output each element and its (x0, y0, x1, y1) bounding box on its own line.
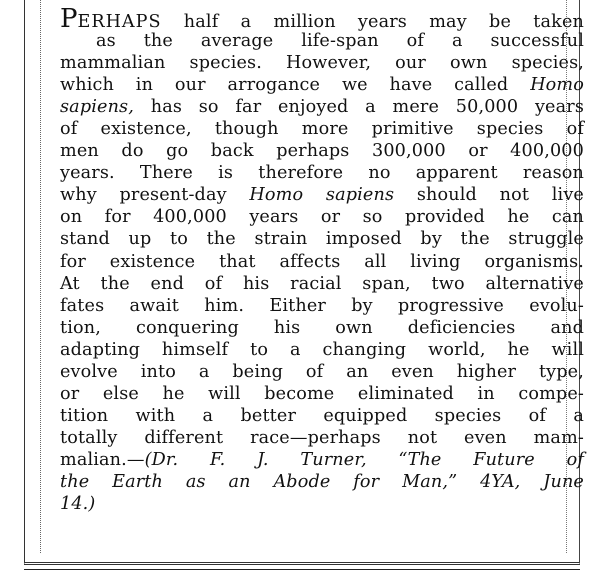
article-line: men do go back perhaps 300,000 or 400,000 (60, 141, 584, 162)
italic-text: Homo (530, 75, 584, 96)
article-line: mammalian species. However, our own species, (60, 53, 584, 74)
article-line: totally different race—perhaps not even mam- (60, 427, 584, 448)
article-line: stand up to the strain imposed by the struggle (60, 229, 584, 250)
article-line: tition with a better equipped species of a (60, 405, 584, 426)
article-line: At the end of his racial span, two alternative (60, 273, 584, 294)
article-text (60, 4, 584, 515)
article-line: or else he will become eliminated in compe- (60, 383, 584, 404)
article-line: PERHAPS half a million years may be taken (60, 4, 584, 34)
article-line: on for 400,000 years or so provided he can (60, 207, 584, 228)
article-line: evolve into a being of an even higher type, (60, 361, 584, 382)
article-line: which in our arrogance we have called Homo (60, 75, 584, 96)
article-line: for existence that affects all living organisms. (60, 251, 584, 272)
italic-text: sapiens, (60, 97, 134, 118)
left-dotted-rule (40, 0, 41, 553)
article-line: tion, conquering his own deficiencies and (60, 317, 584, 338)
article-line: of existence, though more primitive species of (60, 119, 584, 140)
citation: (Dr. F. J. Turner, “The Future of (144, 449, 584, 470)
article-line: sapiens, has so far enjoyed a mere 50,000 years (60, 97, 584, 118)
article-line: why present-day Homo sapiens should not live (60, 185, 584, 206)
italic-text: Homo sapiens (249, 185, 395, 206)
citation: 14.) (60, 494, 96, 515)
drop-cap: P (60, 4, 78, 34)
bottom-rule (24, 569, 580, 570)
article-line: adapting himself to a changing world, he will (60, 339, 584, 360)
opening-caps: ERHAPS (77, 12, 162, 32)
article-line: as the average life-span of a successful (96, 31, 584, 52)
article-line: fates await him. Either by progressive evolu- (60, 295, 584, 316)
article-line: years. There is therefore no apparent reason (60, 163, 584, 184)
article-line: malian.—(Dr. F. J. Turner, “The Future of (60, 449, 584, 470)
citation: the Earth as an Abode for Man,” 4YA, June (60, 471, 584, 492)
